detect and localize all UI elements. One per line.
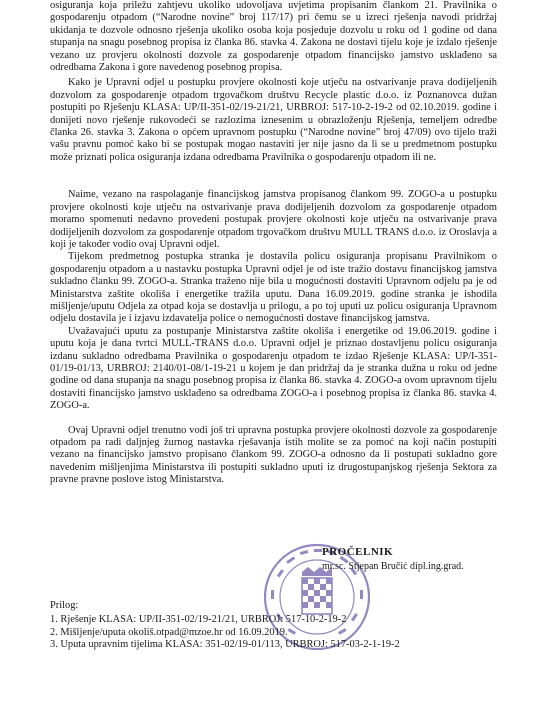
attachment-item: 3. Uputa upravnim tijelima KLASA: 351-02/19-01/113, URBROJ: 517-03-2-1-19-2 bbox=[50, 639, 400, 651]
paragraph-2: Kako je Upravni odjel u postupku provjere okolnosti koje utječu na ostvarivanje prava dodijeljenih dozvolom za gospodarenje otpadom trgovačkom društvu Recycle plastic d.o.o. iz Poznanovca dužan postupiti po Rješenju KLASA: UP/II-351-02/19-21/21, URBROJ: 517-10-2-19-2 od 02.10.2019. godine i donijeti novo rješenje rukovodeći se razlozima iznesenim u obrazloženju Rješenja, temeljem odredbe članka 26. stavka 3. Zakona o općem upravnom postupku (“Narodne novine” broj 47/09) ovo tijelo traži vašu pravnu pomoć kako bi se postupak mogao nastaviti jer nije jasno da li se u predmetnom postupku može priznati polica osiguranja izdana odredbama Pravilnika o gospodarenju otpadom ili ne. bbox=[50, 77, 497, 163]
paragraph-5: Uvažavajući uputu za postupanje Ministarstva zaštite okoliša i energetike od 19.06.2019. godine i uputu koja je dana tvrtci MULL-TRANS d.o.o. Upravni odjel je priznao dostavljenu policu osiguranja izdanu sukladno odredbama Pravilnika o gospodarenju otpadom te izdao Rješenje KLASA: UP/I-351-01/19-01/13, URBROJ: 2140/01-08/1-19-21 u kojem je dan pridržaj da je stranka dužna u roku od jedne godine od dana stupanja na snagu posebnog propisa iz članka 86. stavka 4. ZOGO-a ovom upravnom tijelu dostaviti financijsko jamstvo usklađeno sa odredbama ZOGO-a i posebnog propisa iz članka 86. stavka 4. ZOGO-a. bbox=[50, 325, 497, 412]
attachments-list bbox=[50, 600, 490, 652]
paragraph-1: osiguranja koja priležu zahtjevu ukoliko udovoljava uvjetima propisanim člankom 21. Pravilnika o gospodarenju otpadom (“Narodne novine” broj 117/17) pri čemu se u izreci rješenja navodi pridržaj ukidanja te dozvole odnosno rješenja ukoliko osoba koja posjeduje dozvolu u roku od 1 godine od dana stupanja na snagu posebnog propisa iz članka 86. stavka 4. Zakona ne dostavi tijelu koje je izdalo rješenje vezano uz provjeru okolnosti dozvole za gospodarenje otpadom financijsko jamstvo usklađeno sa odredbama Zakona i gore navedenog posebnog propisa. bbox=[50, 0, 497, 74]
signature-block bbox=[322, 546, 532, 573]
paragraph-4: Tijekom predmetnog postupka stranka je dostavila policu osiguranja propisanu Pravilnikom o gospodarenju otpadom a u nastavku postupka Upravni odjel je od iste tražio dostavu financijskog jamstva sukladno članku 99. ZOGO-a. Stranka traženo nije bila u mogućnosti dostaviti Upravnom odjelu pa je od Ministarstva zaštite okoliša i energetike tražila uputu. Dana 16.09.2019. godine stranka je ishodila mišljenje/uputu Odjela za otpad koja se dostavlja u prilogu, a po toj uputi uz policu osiguranja Upravnom odjelu dostavila je i izjavu izdavatelja police o nemogućnosti dostave financijskog jamstva. bbox=[50, 251, 497, 325]
paragraph-3: Naime, vezano na raspolaganje financijskog jamstva propisanog člankom 99. ZOGO-a u postupku provjere okolnosti koje utječu na ostvarivanje prava dodijeljenih dozvolom za gospodarenje otpadom moramo spomenuti nedavno provedeni postupak provjere okolnosti koje utječu na ostvarivanje prava dodijeljenih dozvolom za gospodarenje otpadom trgovačkom društvu MULL TRANS d.o.o. iz Oroslavja a koji je također vodio ovaj Upravni odjel. bbox=[50, 189, 497, 250]
attachment-item: 1. Rješenje KLASA: UP/II-351-02/19-21/21, URBROJ: 517-10-2-19-2 bbox=[50, 614, 347, 626]
attachment-item: 2. Mišljenje/uputa okoliš.otpad@mzoe.hr od 16.09.2019. bbox=[50, 626, 288, 638]
signatory-name: mr.sc. Stjepan Bručić dipl.ing.grad. bbox=[322, 561, 464, 572]
attachments-heading: Prilog: bbox=[50, 600, 79, 611]
paragraph-6: Ovaj Upravni odjel trenutno vodi još tri upravna postupka provjere okolnosti dozvole za gospodarenje otpadom pa radi daljnjeg žurnog nastavka rješavanja istih molite se za pomoć na koji način postupiti vezano na financijsko jamstvo propisano člankom 99. ZOGO-a odnosno da li postupati sukladno gore navedenim mišljenjima Ministarstva ili postupiti sukladno uputi iz drugostupanjskog rješenja Sektora za pravne pravne poslove istog Ministarstva. bbox=[50, 424, 497, 486]
letter-body bbox=[50, 0, 497, 487]
signatory-title: PROČELNIK bbox=[322, 546, 394, 558]
